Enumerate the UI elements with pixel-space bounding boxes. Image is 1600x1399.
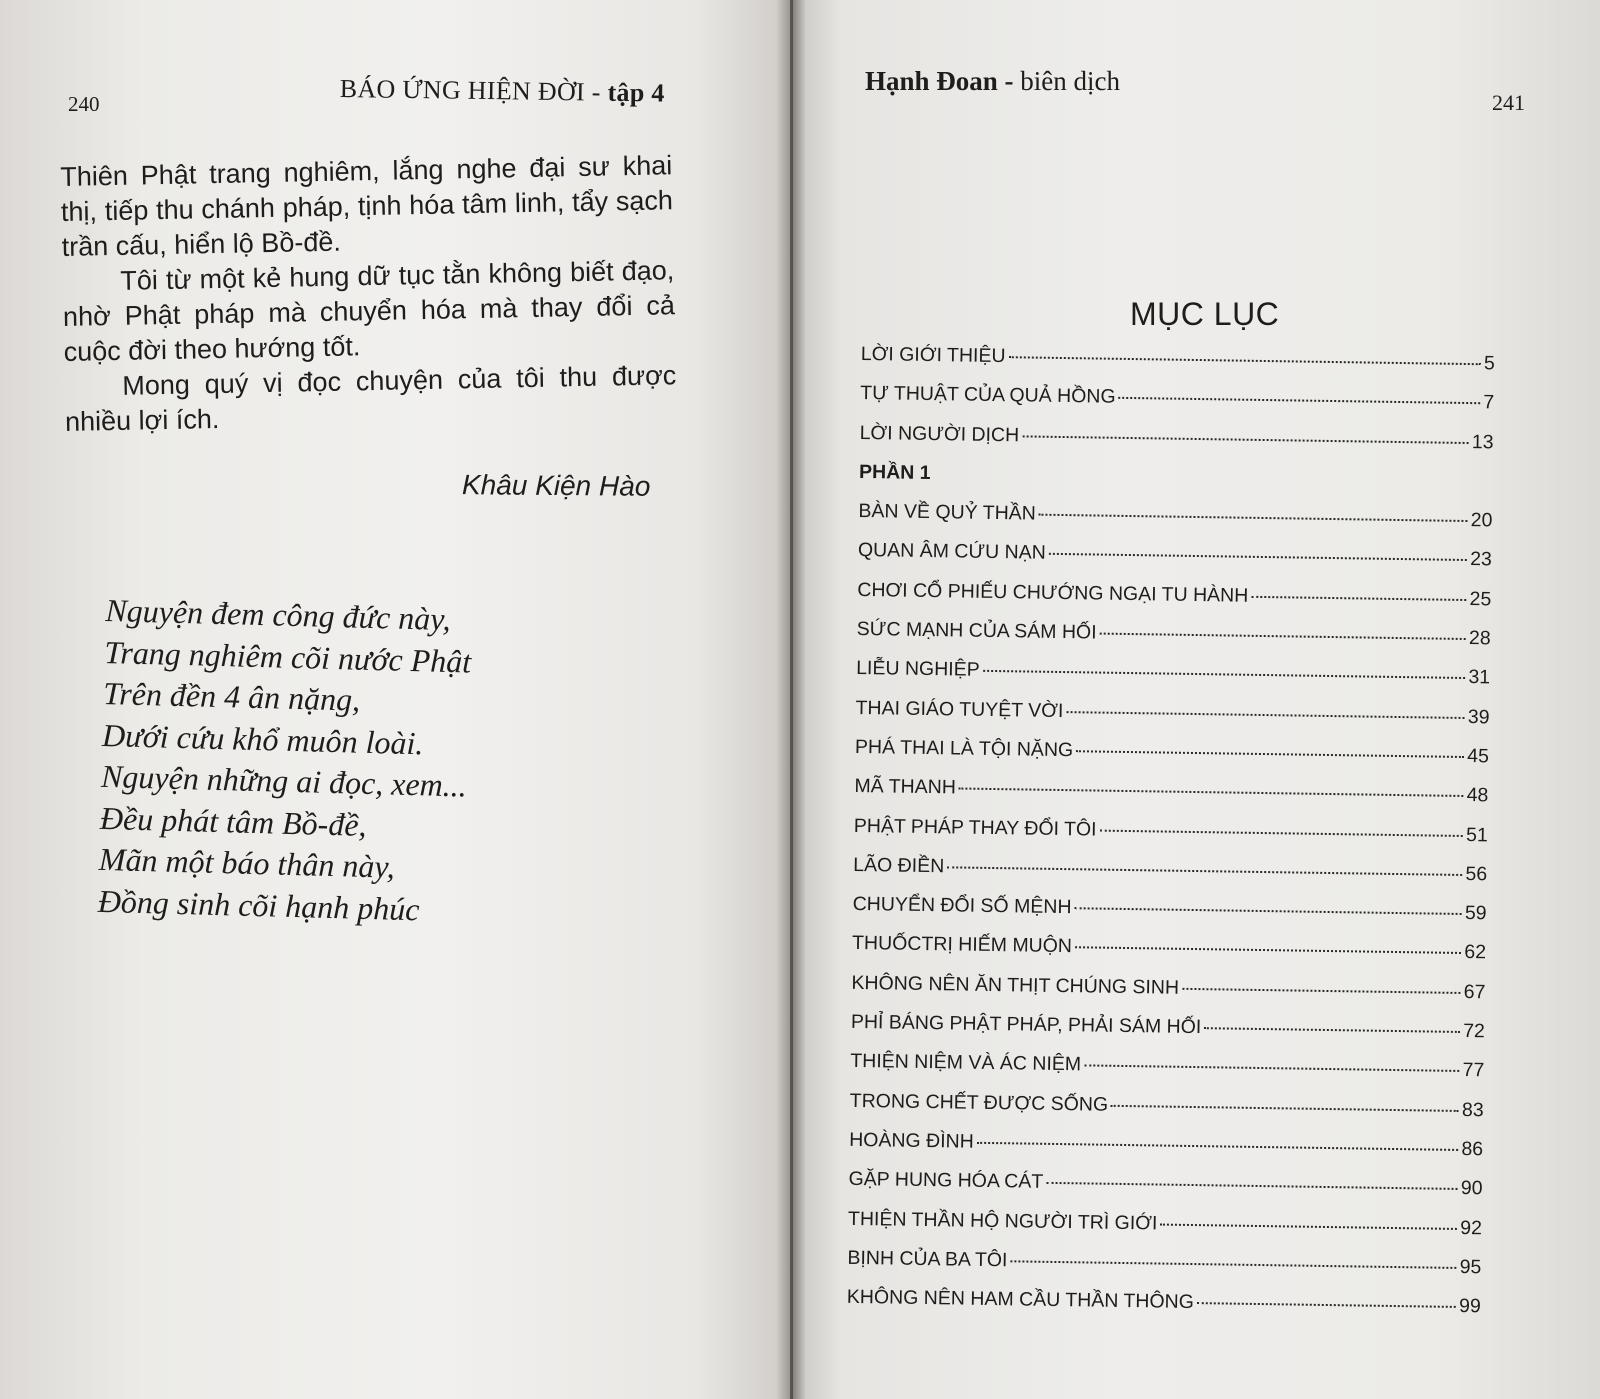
poem-line: Dưới cứu khổ muôn loài.	[101, 716, 424, 761]
dot-leader	[983, 670, 1466, 679]
toc-entry-page: 67	[1463, 980, 1486, 1004]
poem-line: Trang nghiêm cõi nước Phật	[103, 633, 472, 680]
dot-leader	[1066, 711, 1464, 719]
toc-entry-title: LÃO ĐIỀN	[853, 853, 945, 878]
right-page-number: 241	[1492, 90, 1525, 115]
book-gutter	[776, 0, 806, 1399]
toc-entry-title: PHỈ BÁNG PHẬT PHÁP, PHẢI SÁM HỐI	[850, 1010, 1202, 1039]
dot-leader	[977, 1142, 1459, 1151]
toc-entry-page: 31	[1468, 666, 1491, 689]
poem-line: Trên đền 4 ân nặng,	[102, 674, 361, 718]
toc-entry-page: 48	[1466, 784, 1489, 807]
signature: Khâu Kiện Hào	[461, 469, 651, 502]
toc-entry-page: 86	[1461, 1137, 1484, 1161]
running-head-volume: tập 4	[607, 77, 665, 108]
dot-leader	[1022, 435, 1469, 444]
toc-entry-title: THIỆN THẦN HỘ NGƯỜI TRÌ GIỚI	[847, 1207, 1158, 1235]
toc-entry-page: 72	[1462, 1020, 1486, 1043]
dot-leader	[959, 788, 1464, 797]
toc-entry-title: CHƠI CỔ PHIẾU CHƯỚNG NGẠI TU HÀNH	[857, 578, 1249, 607]
poem-line: Nguyện đem công đức này,	[105, 591, 452, 638]
toc-entry-title: TRONG CHẾT ĐƯỢC SỐNG	[849, 1089, 1109, 1116]
toc-entry-title: QUAN ÂM CỨU NẠN	[857, 539, 1046, 565]
dot-leader	[1084, 1065, 1460, 1073]
toc-entry-title: TỰ THUẬT CỦA QUẢ HỒNG	[860, 382, 1116, 409]
toc-entry-title: THUỐCTRỊ HIẾM MUỘN	[851, 932, 1073, 958]
dot-leader	[1251, 596, 1466, 601]
poem-line: Nguyện những ai đọc, xem...	[100, 757, 468, 804]
toc-entry-title: THAI GIÁO TUYỆT VỜI	[855, 696, 1064, 722]
toc-title: MỤC LỤC	[1130, 296, 1280, 332]
toc-entry-title: HOÀNG ĐÌNH	[849, 1128, 974, 1153]
toc-entry-title: CHUYỂN ĐỔI SỐ MỆNH	[852, 893, 1072, 919]
dot-leader	[1010, 1260, 1456, 1269]
left-page-number: 240	[68, 92, 100, 116]
dot-leader	[1075, 947, 1461, 955]
left-running-head	[340, 74, 665, 109]
toc-entry-title: LỜI NGƯỜI DỊCH	[859, 421, 1020, 446]
poem-line: Đều phát tâm Bồ-đề,	[99, 799, 368, 843]
toc-entry-page: 99	[1458, 1295, 1481, 1318]
left-body-text	[60, 148, 677, 440]
table-of-contents	[846, 343, 1495, 1335]
dot-leader	[1204, 1027, 1460, 1033]
toc-entry-title: PHẬT PHÁP THAY ĐỔI TÔI	[853, 814, 1097, 841]
dot-leader	[947, 866, 1462, 876]
toc-entry-title: KHÔNG NÊN HAM CẦU THẦN THÔNG	[846, 1286, 1195, 1314]
dot-leader	[1100, 829, 1464, 836]
dot-leader	[1111, 1104, 1459, 1111]
dedication-poem	[97, 590, 536, 933]
dot-leader	[1039, 514, 1468, 522]
paragraph: Mong quý vị đọc chuyện của tôi thu được nhiều lợi ích.	[64, 360, 677, 437]
toc-entry-page: 25	[1469, 587, 1492, 611]
toc-entry-title: THIỆN NIỆM VÀ ÁC NIỆM	[850, 1050, 1082, 1076]
toc-entry-page: 90	[1460, 1177, 1483, 1200]
toc-entry-title: LỜI GIỚI THIỆU	[860, 343, 1006, 368]
toc-entry-title: BỊNH CỦA BA TÔI	[847, 1246, 1008, 1272]
dot-leader	[1076, 750, 1464, 758]
toc-entry-page: 5	[1483, 352, 1495, 375]
poem-line: Mãn một báo thân này,	[98, 840, 396, 885]
poem-line: Đồng sinh cõi hạnh phúc	[97, 882, 420, 927]
dot-leader	[1100, 633, 1466, 640]
toc-entry-title: BÀN VỀ QUỶ THẦN	[858, 500, 1037, 525]
dot-leader	[1049, 553, 1467, 561]
toc-entry-title: MÃ THANH	[854, 775, 957, 799]
toc-entry-title: GẶP HUNG HÓA CÁT	[848, 1168, 1044, 1194]
toc-entry-page: 28	[1468, 627, 1491, 650]
toc-entry-page: 59	[1464, 902, 1487, 925]
toc-entry-title: PHẦN 1	[858, 460, 931, 484]
toc-entry-page: 83	[1461, 1098, 1484, 1121]
toc-entry-page: 20	[1470, 509, 1493, 532]
dot-leader	[1008, 356, 1480, 365]
dot-leader	[1119, 397, 1481, 404]
toc-entry-title: PHÁ THAI LÀ TỘI NẶNG	[854, 735, 1074, 762]
dot-leader	[1182, 988, 1461, 994]
toc-entry-page: 95	[1459, 1255, 1482, 1279]
toc-entry-page: 39	[1467, 705, 1490, 729]
toc-entry-page: 23	[1469, 548, 1493, 571]
dot-leader	[1074, 907, 1461, 915]
toc-entry-page: 7	[1483, 391, 1495, 414]
running-head-title: BÁO ỨNG HIỆN ĐỜI -	[339, 74, 601, 107]
toc-entry-page: 51	[1465, 823, 1488, 846]
toc-entry-title: SỨC MẠNH CỦA SÁM HỐI	[856, 618, 1097, 644]
right-running-head	[865, 66, 1120, 97]
toc-entry-title: KHÔNG NÊN ĂN THỊT CHÚNG SINH	[851, 971, 1180, 999]
dot-leader	[1197, 1302, 1456, 1308]
toc-entry-page: 77	[1462, 1059, 1485, 1082]
running-head-role: biên dịch	[1020, 66, 1121, 96]
toc-entry-page: 13	[1471, 430, 1494, 453]
paragraph: Thiên Phật trang nghiêm, lắng nghe đại sư khai thị, tiếp thu chánh pháp, tịnh hóa tâm linh, tẩy sạch trần cấu, hiển lộ Bồ-đề.	[60, 150, 674, 262]
toc-entry-title: LIỄU NGHIỆP	[856, 657, 980, 682]
toc-entry-page: 56	[1465, 862, 1488, 886]
toc-entry-page: 45	[1467, 745, 1490, 768]
dot-leader	[1160, 1223, 1457, 1229]
paragraph: Tôi từ một kẻ hung dữ tục tằn không biết đạo, nhờ Phật pháp mà chuyển hóa mà thay đổi cả cuộc đời theo hướng tốt.	[62, 255, 676, 367]
running-head-author: Hạnh Đoan -	[865, 66, 1014, 96]
toc-entry-page: 92	[1460, 1216, 1483, 1239]
dot-leader	[1046, 1182, 1458, 1190]
toc-entry-page: 62	[1464, 941, 1487, 964]
